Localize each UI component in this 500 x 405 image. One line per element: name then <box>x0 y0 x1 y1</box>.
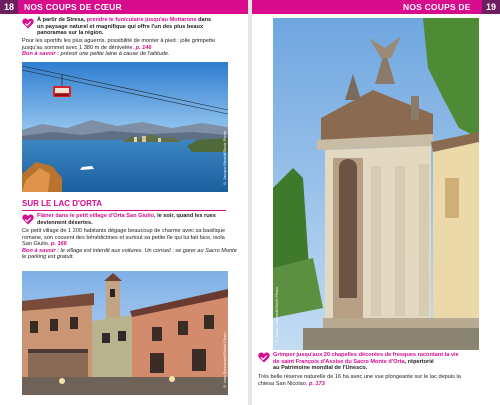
photo-credit: © Paolo Lombardi/Stock.Photo <box>274 287 279 344</box>
section-title: SUR LE LAC D'ORTA <box>22 199 102 208</box>
body-text: romane, son couvent des bénédictines et surtout sa petite île qui lui fait face, isola <box>22 234 225 241</box>
entry-bold-text: panoramas sur la région. <box>37 30 104 37</box>
entry-bold-text: un paysage naturel et magnifique qui offre l'un des plus beaux <box>37 23 204 30</box>
heart-icon <box>258 352 270 363</box>
entry-intro: À partir de Stresa, <box>37 17 87 23</box>
page-number: 19 <box>482 0 500 14</box>
entry-orta-body <box>22 228 237 261</box>
body-text: Très belle réserve naturelle de 16 ha avec une vue plongeante sur le lac depuis la <box>258 374 461 380</box>
entry-link-sacro-monte[interactable]: Grimper jusqu'aux 20 chapelles décorées de fresques racontant la vie <box>273 352 459 358</box>
photo-orta-village <box>22 271 228 395</box>
bon-a-savoir-text: le parking est gratuit. <box>22 254 74 261</box>
running-head: NOS COUPS DE CŒUR <box>24 2 122 12</box>
body-text: Ce petit village de 1 200 habitants dégage beaucoup de charme avec sa basilique <box>22 228 226 234</box>
entry-bold-text: dans <box>196 17 212 23</box>
photo-sacro-monte-chapel <box>273 18 479 350</box>
entry-sacro-monte-body <box>258 374 494 387</box>
entry-bold-text: , le soir, quand les rues <box>153 213 216 219</box>
entry-sacro-monte-lead <box>273 352 493 372</box>
body-text: San Giulio. <box>22 241 51 248</box>
entry-bold-text: , répertorié <box>404 358 434 365</box>
entry-link-orta[interactable]: Flâner dans le petit village d'Orta San Giulio <box>37 213 154 219</box>
body-text: chiesa San Nicolao. <box>258 380 309 387</box>
bon-a-savoir-label: Bon à savoir : <box>22 247 59 254</box>
bon-a-savoir-text: le village est interdit aux voitures. Un conseil : se garer au Sacro Monte <box>59 247 237 254</box>
entry-mottarone-lead <box>37 17 237 37</box>
entry-link-funiculaire[interactable]: prendre le funiculaire jusqu'au Mottarone <box>86 17 197 23</box>
bon-a-savoir-text: prévoir une petite laine à cause de l'altitude. <box>59 51 170 58</box>
page-reference[interactable]: p. 166 <box>50 241 67 248</box>
heart-icon <box>22 18 34 29</box>
entry-link-sacro-monte[interactable]: de saint François d'Assise du Sacro Monte d'Orta <box>273 358 405 365</box>
page-reference[interactable]: p. 173 <box>309 380 325 387</box>
section-divider <box>22 210 226 211</box>
bon-a-savoir-label: Bon à savoir : <box>22 51 59 58</box>
body-text: jusqu'au sommet avec 1 380 m de dénivelée. <box>22 44 136 51</box>
right-page <box>252 0 500 405</box>
running-head: NOS COUPS DE <box>403 2 471 12</box>
page-number: 18 <box>0 0 18 14</box>
photo-lake-cable-car <box>22 62 228 192</box>
entry-bold-text: deviennent désertes. <box>37 219 93 226</box>
page-reference[interactable]: p. 146 <box>135 44 152 51</box>
entry-bold-text: au Patrimoine mondial de l'Unesco. <box>273 365 368 372</box>
photo-credit: © Ivan Bernardelli/Stock.Photo <box>222 332 227 389</box>
body-text: Pour les sportifs les plus aguerris, possibilité de monter à pied : jolie grimpette <box>22 38 216 44</box>
entry-orta-lead <box>37 213 237 226</box>
entry-mottarone-body <box>22 38 237 58</box>
left-page <box>0 0 248 405</box>
heart-icon <box>22 214 34 225</box>
photo-credit: © Jacopo Rinaldi/Stock.Photo <box>222 130 227 186</box>
